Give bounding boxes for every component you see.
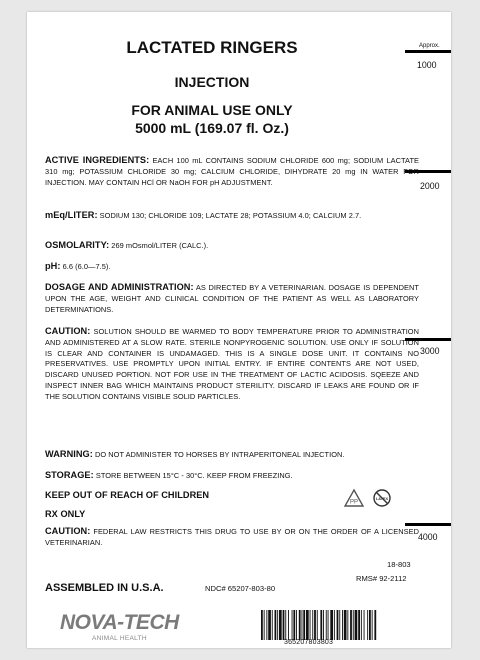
barcode-bar bbox=[293, 610, 295, 640]
barcode-bar bbox=[364, 610, 365, 640]
scale-approx-label: Approx. bbox=[419, 43, 440, 49]
barcode-bar bbox=[339, 610, 340, 640]
barcode-bar bbox=[350, 610, 352, 640]
product-title: LACTATED RINGERS bbox=[126, 38, 298, 57]
latex-free-icon bbox=[372, 488, 392, 508]
barcode-bar bbox=[361, 610, 362, 640]
barcode-bar bbox=[374, 610, 376, 640]
barcode-bar bbox=[337, 610, 339, 640]
barcode-bar bbox=[314, 610, 316, 640]
barcode-bar bbox=[334, 610, 335, 640]
nova-tech-logo bbox=[60, 611, 220, 647]
barcode-bar bbox=[285, 610, 286, 640]
barcode-bar bbox=[342, 610, 343, 640]
barcode-bar bbox=[279, 610, 282, 640]
barcode-bar bbox=[320, 610, 322, 640]
barcode-bar bbox=[353, 610, 354, 640]
barcode-bar bbox=[283, 610, 285, 640]
logo-tagline: ANIMAL HEALTH bbox=[92, 635, 147, 642]
barcode-bar bbox=[303, 610, 305, 640]
barcode-bar bbox=[358, 610, 360, 640]
barcode-bar bbox=[326, 610, 327, 640]
barcode-bar bbox=[277, 610, 278, 640]
barcode-bar bbox=[317, 610, 318, 640]
barcode-bar bbox=[372, 610, 373, 640]
barcode-bar bbox=[275, 610, 277, 640]
recycle-code: PP bbox=[349, 499, 359, 506]
barcode-bar bbox=[310, 610, 311, 640]
scale-mark-1000 bbox=[405, 50, 451, 53]
animal-use-notice: FOR ANIMAL USE ONLY bbox=[131, 102, 293, 118]
barcode-bar bbox=[330, 610, 333, 640]
product-volume: 5000 mL (169.07 fl. Oz.) bbox=[135, 120, 289, 136]
barcode-bar bbox=[344, 610, 347, 640]
caution-section: CAUTION: SOLUTION SHOULD BE WARMED TO BODY TEMPERATURE PRIOR TO ADMINISTRATION AND ADMINISTERED AT A SLOW RATE. STERILE NONPYROGENIC SOLUTION. USE ONLY IF SOLUTION IS CLEAR AND CONTAINER IS UNDAMAGED. THIS IS A SINGLE DOSE UNIT. IT CONTAINS NO PRESERVATIVES. USE PROMPTLY UPON INITIAL ENTRY. IF ENTIRE CONTENTS ARE NOT USED, DISCARD UNUSED PORTION. NOT FOR USE IN THE TREATMENT OF LACTIC ACIDOSIS. SQEEZE AND INSPECT INNER BAG WHICH MAINTAINS PRODUCT STERILITY. DISCARD IF LEAKS ARE FOUND OR IF THE SOLUTION CONTAINS VISIBLE SOLID PARTICLES. bbox=[45, 326, 419, 401]
active-ingredients: ACTIVE INGREDIENTS: EACH 100 mL CONTAINS SODIUM CHLORIDE 600 mg; SODIUM LACTATE 310 mg; POTASSIUM CHLORIDE 30 mg; CALCIUM CHLORIDE, DIHYDRATE 20 mg IN WATER FOR INJECTION. MAY CONTAIN HCl OR NaOH FOR pH ADJUSTMENT. bbox=[45, 155, 419, 187]
barcode-bar bbox=[328, 610, 329, 640]
scale-number-1000: 1000 bbox=[417, 60, 437, 70]
barcode-bar bbox=[261, 610, 263, 640]
barcode-bar bbox=[355, 610, 358, 640]
rms-number: RMS# 92-2112 bbox=[356, 574, 407, 583]
barcode-bar bbox=[367, 610, 368, 640]
warning-section: WARNING: DO NOT ADMINISTER TO HORSES BY INTRAPERITONEAL INJECTION. bbox=[45, 449, 345, 459]
barcode-bar bbox=[369, 610, 371, 640]
barcode-bar bbox=[266, 610, 267, 640]
scale-number-3000: 3000 bbox=[420, 346, 440, 356]
product-code: 18-803 bbox=[387, 560, 411, 569]
storage-section: STORAGE: STORE BETWEEN 15°C - 30°C. KEEP FROM FREEZING. bbox=[45, 470, 293, 480]
ph-range: pH: 6.6 (6.0—7.5). bbox=[45, 261, 111, 271]
barcode-bar bbox=[288, 610, 289, 640]
latex-code: LATEX bbox=[375, 496, 389, 501]
barcode-bar bbox=[268, 610, 271, 640]
assembled-in-usa: ASSEMBLED IN U.S.A. bbox=[45, 582, 164, 594]
drug-label bbox=[27, 12, 451, 648]
federal-caution: CAUTION: FEDERAL LAW RESTRICTS THIS DRUG TO USE BY OR ON THE ORDER OF A LICENSED VETERINARIAN. bbox=[45, 526, 419, 547]
meq-per-liter: mEq/LITER: SODIUM 130; CHLORIDE 109; LACTATE 28; POTASSIUM 4.0; CALCIUM 2.7. bbox=[45, 210, 362, 220]
logo-wordmark: NOVA-TECH bbox=[60, 611, 179, 634]
barcode-bar bbox=[312, 610, 313, 640]
barcode-icon bbox=[260, 610, 378, 640]
keep-out-of-reach: KEEP OUT OF REACH OF CHILDREN bbox=[45, 490, 210, 500]
barcode-number: 365207803803 bbox=[284, 639, 334, 646]
ndc-number: NDC# 65207-803-80 bbox=[205, 584, 276, 593]
barcode-bar bbox=[296, 610, 297, 640]
osmolarity: OSMOLARITY: 269 mOsmol/LITER (CALC.). bbox=[45, 240, 209, 250]
product-subtitle: INJECTION bbox=[174, 74, 250, 90]
rx-only: RX ONLY bbox=[45, 509, 86, 519]
barcode-bar bbox=[306, 610, 309, 640]
barcode-bar bbox=[302, 610, 303, 640]
barcode-bar bbox=[323, 610, 324, 640]
barcode-bar bbox=[347, 610, 348, 640]
scale-number-4000: 4000 bbox=[418, 532, 438, 542]
barcode-bar bbox=[272, 610, 273, 640]
recycle-pp-icon bbox=[343, 488, 365, 510]
scale-number-2000: 2000 bbox=[420, 181, 440, 191]
barcode-bar bbox=[264, 610, 265, 640]
barcode-bar bbox=[292, 610, 293, 640]
dosage-administration: DOSAGE AND ADMINISTRATION: AS DIRECTED BY A VETERINARIAN. DOSAGE IS DEPENDENT UPON THE AGE, WEIGHT AND CLINICAL CONDITION OF THE PATIENT AS WELL AS LABORATORY DETERMINATIONS. bbox=[45, 282, 419, 314]
barcode-bar bbox=[299, 610, 301, 640]
